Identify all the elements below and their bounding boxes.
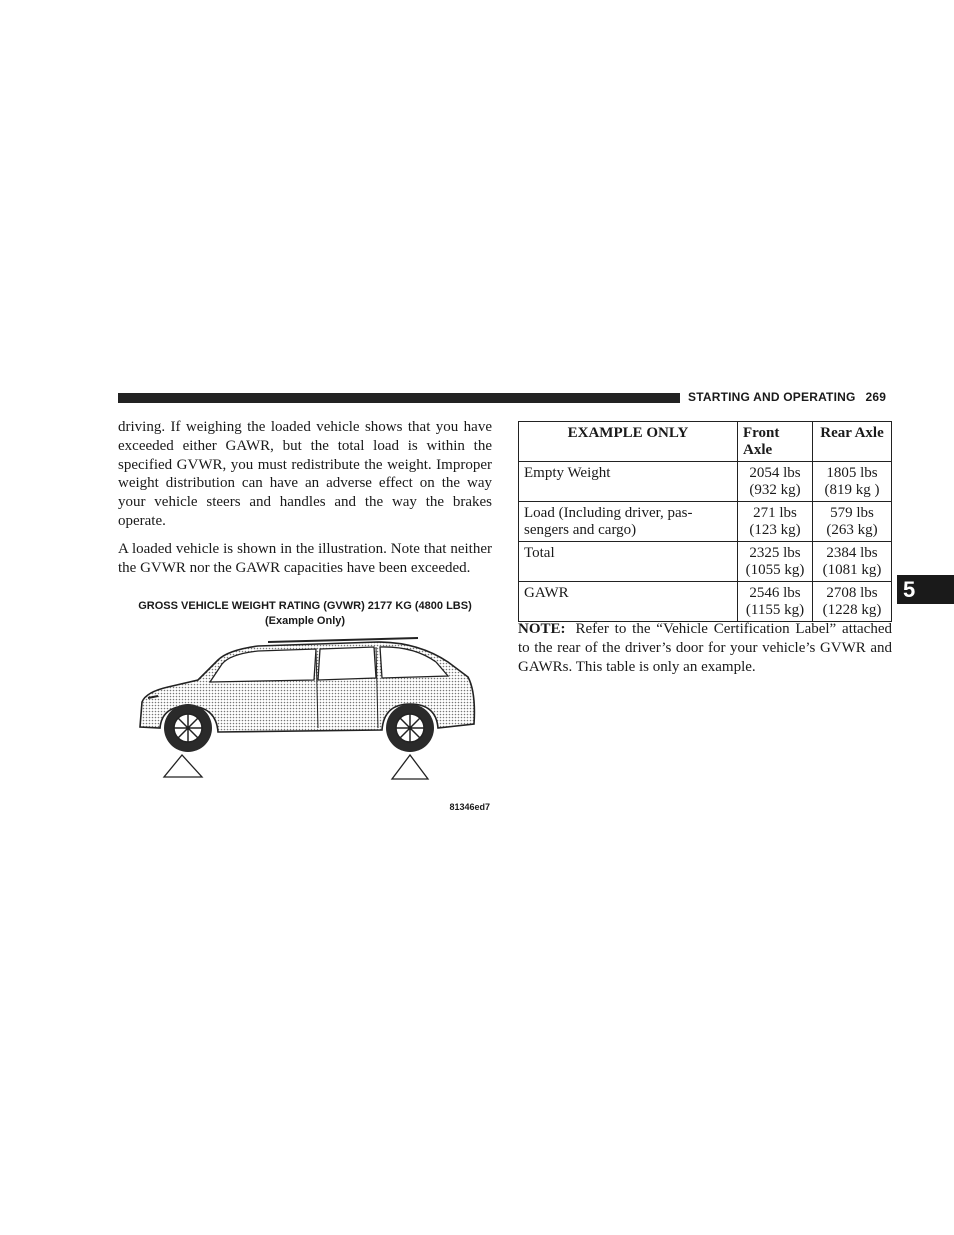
front-axle-value: 271 lbs (123 kg) bbox=[738, 502, 813, 542]
rear-axle-value: 2384 lbs (1081 kg) bbox=[813, 542, 892, 582]
body-paragraph-1: driving. If weighing the loaded vehicle shows that you have exceeded either GAWR, but the total load is within the specified GVWR, you must redistribute the weight. Improper weight distribution can have an adverse effect on the way your vehicle steers and handles and the way the brakes operate. bbox=[118, 419, 492, 529]
front-axle-scale-triangle bbox=[164, 755, 202, 777]
table-row bbox=[519, 582, 892, 622]
table-row bbox=[519, 502, 892, 542]
front-wheel bbox=[164, 704, 212, 752]
table-row bbox=[519, 462, 892, 502]
figure-subtitle: (Example Only) bbox=[264, 615, 346, 627]
front-axle-value: 2325 lbs (1055 kg) bbox=[738, 542, 813, 582]
table-header-example: EXAMPLE ONLY bbox=[519, 422, 738, 462]
front-axle-value: 2546 lbs (1155 kg) bbox=[738, 582, 813, 622]
table-header-rear-axle: Rear Axle bbox=[813, 422, 892, 462]
rear-axle-value: 579 lbs (263 kg) bbox=[813, 502, 892, 542]
rear-axle-scale-triangle bbox=[392, 755, 428, 779]
row-label: GAWR bbox=[519, 582, 738, 622]
figure-title: GROSS VEHICLE WEIGHT RATING (GVWR) 2177 KG (4800 LBS) bbox=[138, 600, 472, 612]
running-header bbox=[688, 390, 892, 404]
note-text: Refer to the “Vehicle Certification Label” attached to the rear of the driver’s door for your vehicle’s GVWR and GAWRs. This table is only an example. bbox=[518, 621, 892, 675]
chapter-tab: 5 bbox=[897, 575, 954, 604]
row-label: Load (Including driver, pas-sengers and cargo) bbox=[519, 502, 738, 542]
left-column bbox=[118, 418, 492, 586]
vehicle-figure bbox=[118, 600, 492, 820]
row-label: Total bbox=[519, 542, 738, 582]
weight-example-table bbox=[518, 421, 892, 622]
note-paragraph bbox=[518, 620, 892, 676]
body-paragraph-2: A loaded vehicle is shown in the illustration. Note that neither the GVWR nor the GAWR capacities have been exceeded. bbox=[118, 540, 492, 576]
table-row bbox=[519, 542, 892, 582]
note-label: NOTE: bbox=[518, 621, 566, 637]
car-illustration bbox=[118, 632, 492, 782]
rear-wheel bbox=[386, 704, 434, 752]
figure-code: 81346ed7 bbox=[449, 802, 490, 812]
row-label: Empty Weight bbox=[519, 462, 738, 502]
table-header-row bbox=[519, 422, 892, 462]
page-number: 269 bbox=[865, 390, 887, 404]
table-header-front-axle: Front Axle bbox=[738, 422, 813, 462]
section-title: STARTING AND OPERATING bbox=[688, 390, 856, 404]
rear-axle-value: 1805 lbs (819 kg ) bbox=[813, 462, 892, 502]
front-axle-value: 2054 lbs (932 kg) bbox=[738, 462, 813, 502]
rear-axle-value: 2708 lbs (1228 kg) bbox=[813, 582, 892, 622]
header-rule bbox=[118, 393, 680, 403]
